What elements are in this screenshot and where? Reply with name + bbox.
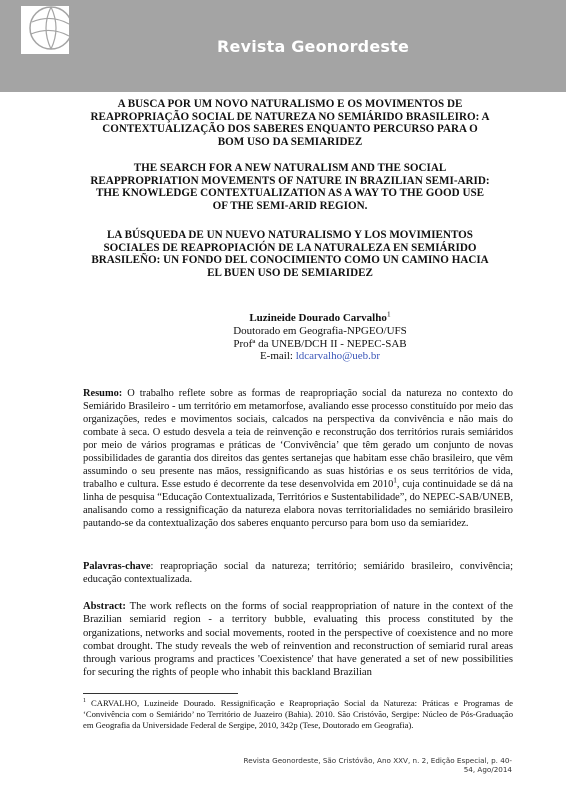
abstract-label: Abstract: bbox=[83, 601, 126, 612]
footnote-ref[interactable]: 1 bbox=[386, 309, 391, 319]
author-email-line bbox=[200, 350, 440, 363]
footnote-mark: 1 bbox=[83, 698, 87, 705]
resumo-paragraph bbox=[83, 387, 513, 530]
abstract-text: The work reflects on the forms of social reappropriation of nature in the context of the Brazilian semiarid region - a territory bubble, evaluating this process constituted by the organizations, networks and social movements, rooted in the perspective of coexistence and no more combat drought. The study reveals the web of reinvention and reconstruction of semiarid rural areas through various programs and practices 'Coexistence' that have generated a set of new possibilities for securing the rights of people who inhabit this backland Brazilian bbox=[83, 601, 513, 679]
author-name: Luzineide Dourado Carvalho bbox=[249, 312, 387, 324]
title-english: THE SEARCH FOR A NEW NATURALISM AND THE SOCIAL REAPPROPRIATION MOVEMENTS OF NATURE IN BRAZILIAN SEMI-ARID: THE KNOWLEDGE CONTEXTUALIZATION AS A WAY TO THE GOOD USE OF THE SEMI-ARID REGION. bbox=[90, 162, 490, 212]
resumo-text-1: O trabalho reflete sobre as formas de reapropriação social da natureza no contexto do Semiárido Brasileiro - um território em metamorfose, avaliando esse processo constituído por meio das organizações, redes e movimentos sociais, calcados na perspectiva da convivência e não mais do combate à seca. O estudo desvela a teia de reinvenção e reconstrução dos territórios rurais semiáridos por meio de vários programas e práticas de ‘Convivência’ que têm gerado um conjunto de novas possibilidades de garantia dos direitos das gentes sertanejas que habitam esse chão brasileiro, que vêm assumindo o seu presente nas mãos, ressignificando as suas histórias e os seus territórios de vida, trabalho e cultura. Esse estudo é decorrente da tese desenvolvida em 2010 bbox=[83, 388, 513, 490]
author-block bbox=[200, 309, 440, 363]
email-link[interactable]: ldcarvalho@ueb.br bbox=[295, 350, 381, 363]
author-affiliation-1: Doutorado em Geografia-NPGEO/UFS bbox=[233, 324, 407, 337]
author-affiliation-2: Profª da UNEB/DCH II - NEPEC-SAB bbox=[233, 337, 407, 350]
page-footer-citation: Revista Geonordeste, São Cristóvão, Ano XXV, n. 2, Edição Especial, p. 40-54, Ago/2014 bbox=[243, 756, 512, 774]
keywords-paragraph bbox=[83, 560, 513, 586]
email-label: E-mail: bbox=[259, 350, 296, 363]
resumo-text-2: , cuja continuidade se dá na linha de pesquisa “Educação Contextualizada, Territórios e Sustentabilidade”, do NEPEC-SAB/UNEB, analisando como a ressignificação da natureza elabora novas territorialidades no semiárido brasileiro pautando-se da contextualização dos saberes enquanto percurso para bom uso da semiaridez. bbox=[83, 479, 513, 529]
resumo-footnote-ref[interactable]: 1 bbox=[393, 476, 397, 485]
footnote-text: CARVALHO, Luzineide Dourado. Ressignificação e Reapropriação Social da Natureza: Práticas e Programas de ‘Convivência com o Semiárido’ no Território de Juazeiro (Bahia). 2010. São Cristóvão, Sergipe: Núcleo de Pós-Graduação em Geografia da Universidade Federal de Sergipe, 2010, 342p (Tese, Doutorado em Geografia). bbox=[83, 698, 513, 730]
footnote bbox=[83, 698, 513, 731]
author-name-line bbox=[200, 309, 440, 325]
journal-name: Revista Geonordeste bbox=[217, 37, 410, 56]
journal-logo-icon bbox=[21, 6, 69, 54]
keywords-text: : reapropriação social da natureza; território; semiárido brasileiro, convivência; educação contextualizada. bbox=[83, 561, 513, 585]
footnote-divider bbox=[83, 693, 238, 694]
keywords-label: Palavras-chave bbox=[83, 561, 151, 572]
title-portuguese: A BUSCA POR UM NOVO NATURALISMO E OS MOVIMENTOS DE REAPROPRIAÇÃO SOCIAL DE NATUREZA NO SEMIÁRIDO BRASILEIRO: A CONTEXTUALIZAÇÃO DOS SABERES ENQUANTO PERCURSO PARA O BOM USO DA SEMIARIDEZ bbox=[90, 98, 490, 148]
resumo-label: Resumo: bbox=[83, 388, 123, 399]
title-spanish: LA BÚSQUEDA DE UN NUEVO NATURALISMO Y LOS MOVIMIENTOS SOCIALES DE REAPROPIACIÓN DE LA NATURALEZA EN SEMIÁRIDO BRASILEÑO: UN FONDO DEL CONOCIMIENTO COMO UN CAMINO HACIA EL BUEN USO DE SEMIARIDEZ bbox=[91, 229, 489, 279]
journal-header bbox=[0, 0, 566, 92]
abstract-paragraph bbox=[83, 600, 513, 680]
